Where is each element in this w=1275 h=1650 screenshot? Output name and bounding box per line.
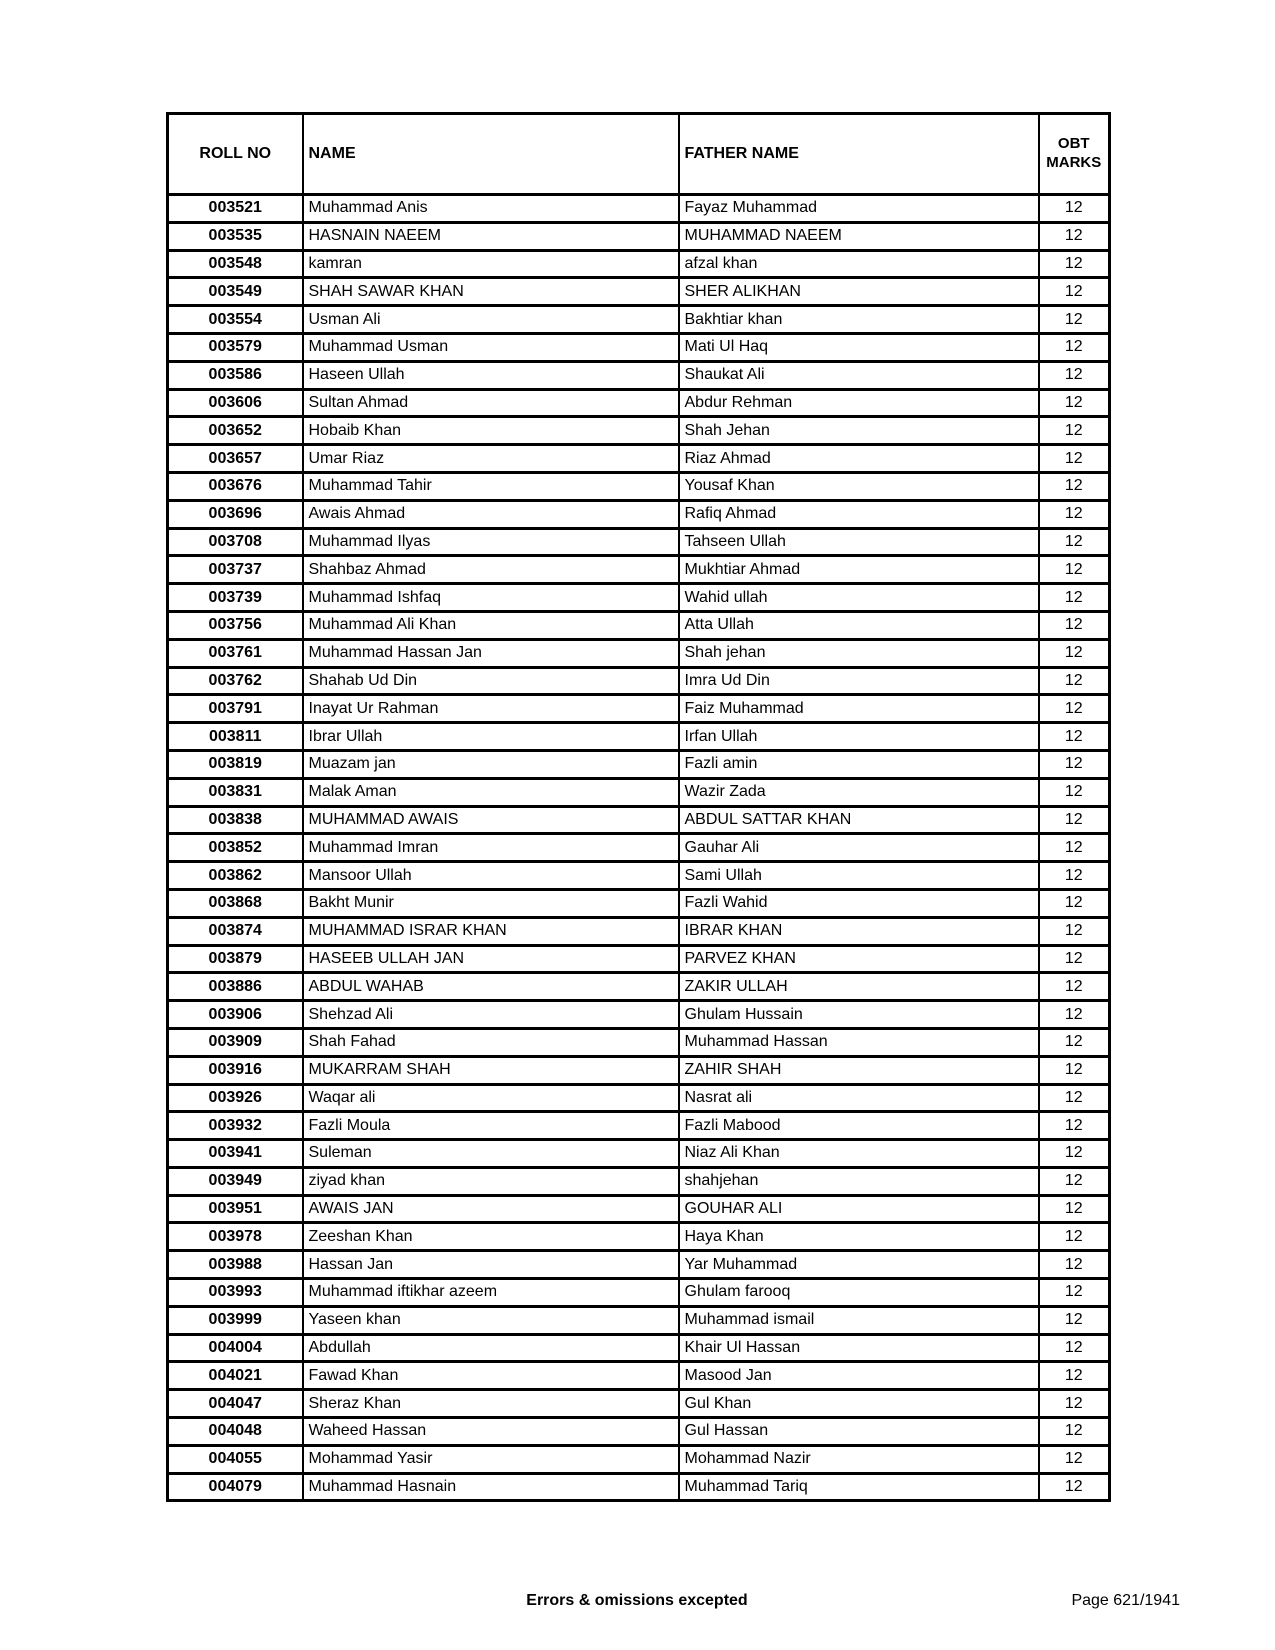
roll-no-cell: 003696 (168, 500, 303, 528)
father-name-cell: ABDUL SATTAR KHAN (679, 806, 1039, 834)
name-cell: Shehzad Ali (303, 1001, 679, 1029)
father-name-cell: PARVEZ KHAN (679, 945, 1039, 973)
father-name-cell: Faiz Muhammad (679, 695, 1039, 723)
roll-no-header: ROLL NO (168, 114, 303, 195)
table-row (168, 1084, 1110, 1112)
name-cell: Shahab Ud Din (303, 667, 679, 695)
results-table-header (168, 114, 1110, 195)
name-cell: MUHAMMAD AWAIS (303, 806, 679, 834)
footer-note: Errors & omissions excepted (526, 1592, 748, 1609)
results-table-body (168, 195, 1110, 1501)
father-name-cell: Fazli Wahid (679, 889, 1039, 917)
name-cell: Muhammad Imran (303, 834, 679, 862)
father-name-cell: IBRAR KHAN (679, 917, 1039, 945)
name-cell: kamran (303, 250, 679, 278)
roll-no-cell: 004021 (168, 1362, 303, 1390)
table-row (168, 945, 1110, 973)
name-cell: Mohammad Yasir (303, 1445, 679, 1473)
table-row (168, 417, 1110, 445)
roll-no-cell: 003739 (168, 584, 303, 612)
table-row (168, 806, 1110, 834)
table-row (168, 222, 1110, 250)
marks-cell: 12 (1039, 278, 1110, 306)
marks-cell: 12 (1039, 1418, 1110, 1446)
roll-no-cell: 003916 (168, 1056, 303, 1084)
marks-cell: 12 (1039, 584, 1110, 612)
obt-marks-header: OBT MARKS (1039, 114, 1110, 195)
marks-cell: 12 (1039, 500, 1110, 528)
marks-cell: 12 (1039, 695, 1110, 723)
roll-no-cell: 003999 (168, 1306, 303, 1334)
name-cell: Muhammad Ishfaq (303, 584, 679, 612)
marks-cell: 12 (1039, 1445, 1110, 1473)
marks-cell: 12 (1039, 834, 1110, 862)
marks-cell: 12 (1039, 389, 1110, 417)
name-cell: Ibrar Ullah (303, 723, 679, 751)
name-cell: Umar Riaz (303, 445, 679, 473)
roll-no-cell: 003791 (168, 695, 303, 723)
marks-cell: 12 (1039, 1167, 1110, 1195)
name-cell: Muhammad Tahir (303, 472, 679, 500)
father-name-cell: Shah Jehan (679, 417, 1039, 445)
roll-no-cell: 004047 (168, 1390, 303, 1418)
footer-page-number: Page 621/1941 (1071, 1592, 1180, 1609)
roll-no-cell: 003949 (168, 1167, 303, 1195)
marks-cell: 12 (1039, 1195, 1110, 1223)
roll-no-cell: 003606 (168, 389, 303, 417)
marks-cell: 12 (1039, 611, 1110, 639)
table-row (168, 1251, 1110, 1279)
roll-no-cell: 004055 (168, 1445, 303, 1473)
marks-cell: 12 (1039, 862, 1110, 890)
marks-cell: 12 (1039, 1028, 1110, 1056)
marks-cell: 12 (1039, 1362, 1110, 1390)
table-row (168, 639, 1110, 667)
marks-cell: 12 (1039, 1112, 1110, 1140)
father-name-cell: Bakhtiar khan (679, 306, 1039, 334)
name-cell: Fawad Khan (303, 1362, 679, 1390)
marks-cell: 12 (1039, 1223, 1110, 1251)
father-name-cell: ZAKIR ULLAH (679, 973, 1039, 1001)
father-name-cell: Mati Ul Haq (679, 333, 1039, 361)
marks-cell: 12 (1039, 667, 1110, 695)
marks-cell: 12 (1039, 195, 1110, 223)
roll-no-cell: 003811 (168, 723, 303, 751)
roll-no-cell: 003941 (168, 1140, 303, 1168)
name-cell: Muazam jan (303, 750, 679, 778)
father-name-cell: Sami Ullah (679, 862, 1039, 890)
name-cell: Yaseen khan (303, 1306, 679, 1334)
roll-no-cell: 003862 (168, 862, 303, 890)
roll-no-cell: 003886 (168, 973, 303, 1001)
marks-cell: 12 (1039, 778, 1110, 806)
roll-no-cell: 003737 (168, 556, 303, 584)
marks-cell: 12 (1039, 1001, 1110, 1029)
marks-cell: 12 (1039, 889, 1110, 917)
marks-cell: 12 (1039, 1084, 1110, 1112)
table-row (168, 611, 1110, 639)
table-row (168, 862, 1110, 890)
roll-no-cell: 003874 (168, 917, 303, 945)
father-name-cell: GOUHAR ALI (679, 1195, 1039, 1223)
marks-cell: 12 (1039, 1140, 1110, 1168)
name-cell: Muhammad Ali Khan (303, 611, 679, 639)
roll-no-cell: 004079 (168, 1473, 303, 1501)
name-cell: ziyad khan (303, 1167, 679, 1195)
table-row (168, 1028, 1110, 1056)
name-cell: Abdullah (303, 1334, 679, 1362)
father-name-header: FATHER NAME (679, 114, 1039, 195)
table-row (168, 750, 1110, 778)
roll-no-cell: 003548 (168, 250, 303, 278)
name-cell: ABDUL WAHAB (303, 973, 679, 1001)
table-row (168, 1001, 1110, 1029)
father-name-cell: Masood Jan (679, 1362, 1039, 1390)
roll-no-cell: 003762 (168, 667, 303, 695)
table-row (168, 1195, 1110, 1223)
table-row (168, 889, 1110, 917)
marks-cell: 12 (1039, 333, 1110, 361)
name-cell: HASEEB ULLAH JAN (303, 945, 679, 973)
marks-cell: 12 (1039, 806, 1110, 834)
table-row (168, 834, 1110, 862)
name-cell: MUKARRAM SHAH (303, 1056, 679, 1084)
father-name-cell: Atta Ullah (679, 611, 1039, 639)
father-name-cell: Mukhtiar Ahmad (679, 556, 1039, 584)
father-name-cell: Gauhar Ali (679, 834, 1039, 862)
father-name-cell: Fayaz Muhammad (679, 195, 1039, 223)
marks-cell: 12 (1039, 973, 1110, 1001)
name-cell: Haseen Ullah (303, 361, 679, 389)
roll-no-cell: 003676 (168, 472, 303, 500)
name-cell: Shahbaz Ahmad (303, 556, 679, 584)
marks-cell: 12 (1039, 472, 1110, 500)
name-cell: Muhammad Hasnain (303, 1473, 679, 1501)
name-cell: Muhammad Anis (303, 195, 679, 223)
father-name-cell: Tahseen Ullah (679, 528, 1039, 556)
father-name-cell: SHER ALIKHAN (679, 278, 1039, 306)
father-name-cell: Muhammad ismail (679, 1306, 1039, 1334)
father-name-cell: Mohammad Nazir (679, 1445, 1039, 1473)
name-cell: Mansoor Ullah (303, 862, 679, 890)
father-name-cell: MUHAMMAD NAEEM (679, 222, 1039, 250)
table-row (168, 389, 1110, 417)
father-name-cell: Nasrat ali (679, 1084, 1039, 1112)
father-name-cell: Imra Ud Din (679, 667, 1039, 695)
name-cell: SHAH SAWAR KHAN (303, 278, 679, 306)
roll-no-cell: 003521 (168, 195, 303, 223)
name-cell: Sheraz Khan (303, 1390, 679, 1418)
table-row (168, 1167, 1110, 1195)
table-row (168, 1390, 1110, 1418)
father-name-cell: Yar Muhammad (679, 1251, 1039, 1279)
marks-cell: 12 (1039, 945, 1110, 973)
roll-no-cell: 003549 (168, 278, 303, 306)
father-name-cell: Muhammad Tariq (679, 1473, 1039, 1501)
marks-cell: 12 (1039, 1390, 1110, 1418)
roll-no-cell: 003838 (168, 806, 303, 834)
results-table (166, 112, 1111, 1502)
father-name-cell: Irfan Ullah (679, 723, 1039, 751)
table-row (168, 195, 1110, 223)
table-row (168, 1223, 1110, 1251)
table-row (168, 1279, 1110, 1307)
roll-no-cell: 003993 (168, 1279, 303, 1307)
roll-no-cell: 003657 (168, 445, 303, 473)
name-cell: Usman Ali (303, 306, 679, 334)
roll-no-cell: 003951 (168, 1195, 303, 1223)
table-row (168, 306, 1110, 334)
roll-no-cell: 003909 (168, 1028, 303, 1056)
table-row (168, 667, 1110, 695)
marks-cell: 12 (1039, 361, 1110, 389)
name-cell: Shah Fahad (303, 1028, 679, 1056)
table-row (168, 445, 1110, 473)
table-row (168, 1306, 1110, 1334)
table-row (168, 917, 1110, 945)
roll-no-cell: 003756 (168, 611, 303, 639)
marks-cell: 12 (1039, 639, 1110, 667)
table-row (168, 778, 1110, 806)
table-row (168, 1334, 1110, 1362)
name-cell: Hobaib Khan (303, 417, 679, 445)
father-name-cell: shahjehan (679, 1167, 1039, 1195)
table-row (168, 1140, 1110, 1168)
marks-cell: 12 (1039, 1334, 1110, 1362)
table-row (168, 500, 1110, 528)
father-name-cell: Shaukat Ali (679, 361, 1039, 389)
roll-no-cell: 003761 (168, 639, 303, 667)
name-cell: HASNAIN NAEEM (303, 222, 679, 250)
name-cell: Malak Aman (303, 778, 679, 806)
table-row (168, 695, 1110, 723)
roll-no-cell: 003579 (168, 333, 303, 361)
marks-cell: 12 (1039, 445, 1110, 473)
marks-cell: 12 (1039, 1056, 1110, 1084)
name-cell: Waheed Hassan (303, 1418, 679, 1446)
name-cell: Fazli Moula (303, 1112, 679, 1140)
marks-cell: 12 (1039, 723, 1110, 751)
marks-cell: 12 (1039, 1279, 1110, 1307)
roll-no-cell: 003988 (168, 1251, 303, 1279)
name-header: NAME (303, 114, 679, 195)
table-row (168, 556, 1110, 584)
father-name-cell: Riaz Ahmad (679, 445, 1039, 473)
father-name-cell: Ghulam Hussain (679, 1001, 1039, 1029)
header-row (168, 114, 1110, 195)
roll-no-cell: 004048 (168, 1418, 303, 1446)
father-name-cell: Haya Khan (679, 1223, 1039, 1251)
table-row (168, 723, 1110, 751)
father-name-cell: Niaz Ali Khan (679, 1140, 1039, 1168)
father-name-cell: Wazir Zada (679, 778, 1039, 806)
father-name-cell: Yousaf Khan (679, 472, 1039, 500)
table-row (168, 1473, 1110, 1501)
father-name-cell: Rafiq Ahmad (679, 500, 1039, 528)
roll-no-cell: 003879 (168, 945, 303, 973)
roll-no-cell: 003819 (168, 750, 303, 778)
table-row (168, 1445, 1110, 1473)
table-row (168, 250, 1110, 278)
father-name-cell: Gul Hassan (679, 1418, 1039, 1446)
name-cell: Suleman (303, 1140, 679, 1168)
table-row (168, 1056, 1110, 1084)
name-cell: Zeeshan Khan (303, 1223, 679, 1251)
marks-cell: 12 (1039, 917, 1110, 945)
father-name-cell: Fazli Mabood (679, 1112, 1039, 1140)
roll-no-cell: 003906 (168, 1001, 303, 1029)
marks-cell: 12 (1039, 1306, 1110, 1334)
father-name-cell: Fazli amin (679, 750, 1039, 778)
name-cell: AWAIS JAN (303, 1195, 679, 1223)
table-row (168, 361, 1110, 389)
marks-cell: 12 (1039, 1251, 1110, 1279)
roll-no-cell: 003852 (168, 834, 303, 862)
name-cell: Awais Ahmad (303, 500, 679, 528)
roll-no-cell: 003868 (168, 889, 303, 917)
father-name-cell: Wahid ullah (679, 584, 1039, 612)
table-row (168, 973, 1110, 1001)
table-row (168, 584, 1110, 612)
father-name-cell: afzal khan (679, 250, 1039, 278)
name-cell: Muhammad Usman (303, 333, 679, 361)
name-cell: Inayat Ur Rahman (303, 695, 679, 723)
roll-no-cell: 004004 (168, 1334, 303, 1362)
marks-cell: 12 (1039, 222, 1110, 250)
table-row (168, 1112, 1110, 1140)
marks-cell: 12 (1039, 417, 1110, 445)
father-name-cell: Gul Khan (679, 1390, 1039, 1418)
marks-cell: 12 (1039, 306, 1110, 334)
name-cell: Hassan Jan (303, 1251, 679, 1279)
table-row (168, 472, 1110, 500)
roll-no-cell: 003831 (168, 778, 303, 806)
marks-cell: 12 (1039, 1473, 1110, 1501)
marks-cell: 12 (1039, 750, 1110, 778)
name-cell: Muhammad Ilyas (303, 528, 679, 556)
name-cell: Waqar ali (303, 1084, 679, 1112)
marks-cell: 12 (1039, 250, 1110, 278)
roll-no-cell: 003708 (168, 528, 303, 556)
table-row (168, 528, 1110, 556)
roll-no-cell: 003926 (168, 1084, 303, 1112)
roll-no-cell: 003932 (168, 1112, 303, 1140)
table-row (168, 1362, 1110, 1390)
name-cell: Muhammad Hassan Jan (303, 639, 679, 667)
table-row (168, 278, 1110, 306)
roll-no-cell: 003978 (168, 1223, 303, 1251)
table-row (168, 1418, 1110, 1446)
father-name-cell: ZAHIR SHAH (679, 1056, 1039, 1084)
marks-cell: 12 (1039, 556, 1110, 584)
name-cell: Muhammad iftikhar azeem (303, 1279, 679, 1307)
roll-no-cell: 003652 (168, 417, 303, 445)
roll-no-cell: 003554 (168, 306, 303, 334)
name-cell: Bakht Munir (303, 889, 679, 917)
table-row (168, 333, 1110, 361)
name-cell: Sultan Ahmad (303, 389, 679, 417)
father-name-cell: Shah jehan (679, 639, 1039, 667)
father-name-cell: Abdur Rehman (679, 389, 1039, 417)
father-name-cell: Ghulam farooq (679, 1279, 1039, 1307)
name-cell: MUHAMMAD ISRAR KHAN (303, 917, 679, 945)
roll-no-cell: 003535 (168, 222, 303, 250)
marks-cell: 12 (1039, 528, 1110, 556)
father-name-cell: Muhammad Hassan (679, 1028, 1039, 1056)
father-name-cell: Khair Ul Hassan (679, 1334, 1039, 1362)
roll-no-cell: 003586 (168, 361, 303, 389)
